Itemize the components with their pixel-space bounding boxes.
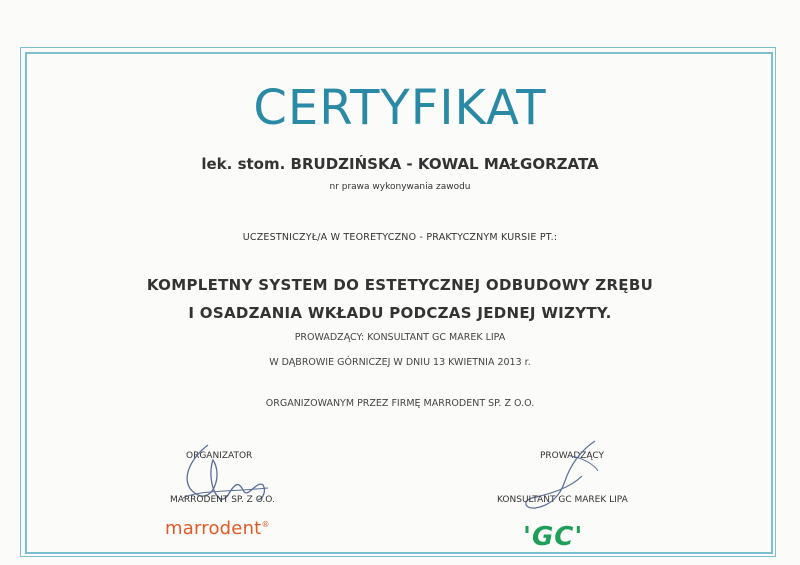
certificate-title: CERTYFIKAT xyxy=(253,80,547,136)
lecturer-name: KONSULTANT GC MAREK LIPA xyxy=(497,495,628,505)
marrodent-logo: marrodent® xyxy=(165,518,270,539)
organizer-line: ORGANIZOWANYM PRZEZ FIRMĘ MARRODENT SP. Z O.O. xyxy=(265,398,535,409)
license-line: nr prawa wykonywania zawodu xyxy=(329,182,471,192)
participation-intro: UCZESTNICZYŁ/A W TEORETYCZNO - PRAKTYCZNYM KURSIE PT.: xyxy=(242,232,558,243)
gc-logo: 'GC' xyxy=(523,522,584,552)
lecturer-line: PROWADZĄCY: KONSULTANT GC MAREK LIPA xyxy=(294,332,506,343)
organizer-signature xyxy=(168,440,278,520)
course-title-line-2: I OSADZANIA WKŁADU PODCZAS JEDNEJ WIZYTY. xyxy=(188,304,612,322)
organizer-role-label: ORGANIZATOR xyxy=(186,451,253,461)
recipient-name: BRUDZIŃSKA - KOWAL MAŁGORZATA xyxy=(290,155,599,173)
place-date-line: W DĄBROWIE GÓRNICZEJ W DNIU 13 KWIETNIA 2013 r. xyxy=(269,357,531,368)
organizer-name: MARRODENT SP. Z O.O. xyxy=(170,495,275,505)
course-title-line-1: KOMPLETNY SYSTEM DO ESTETYCZNEJ ODBUDOWY ZRĘBU xyxy=(146,276,654,294)
lecturer-role-label: PROWADZĄCY xyxy=(540,451,605,461)
recipient-name-line xyxy=(0,155,800,173)
name-prefix: lek. stom. xyxy=(201,155,286,173)
